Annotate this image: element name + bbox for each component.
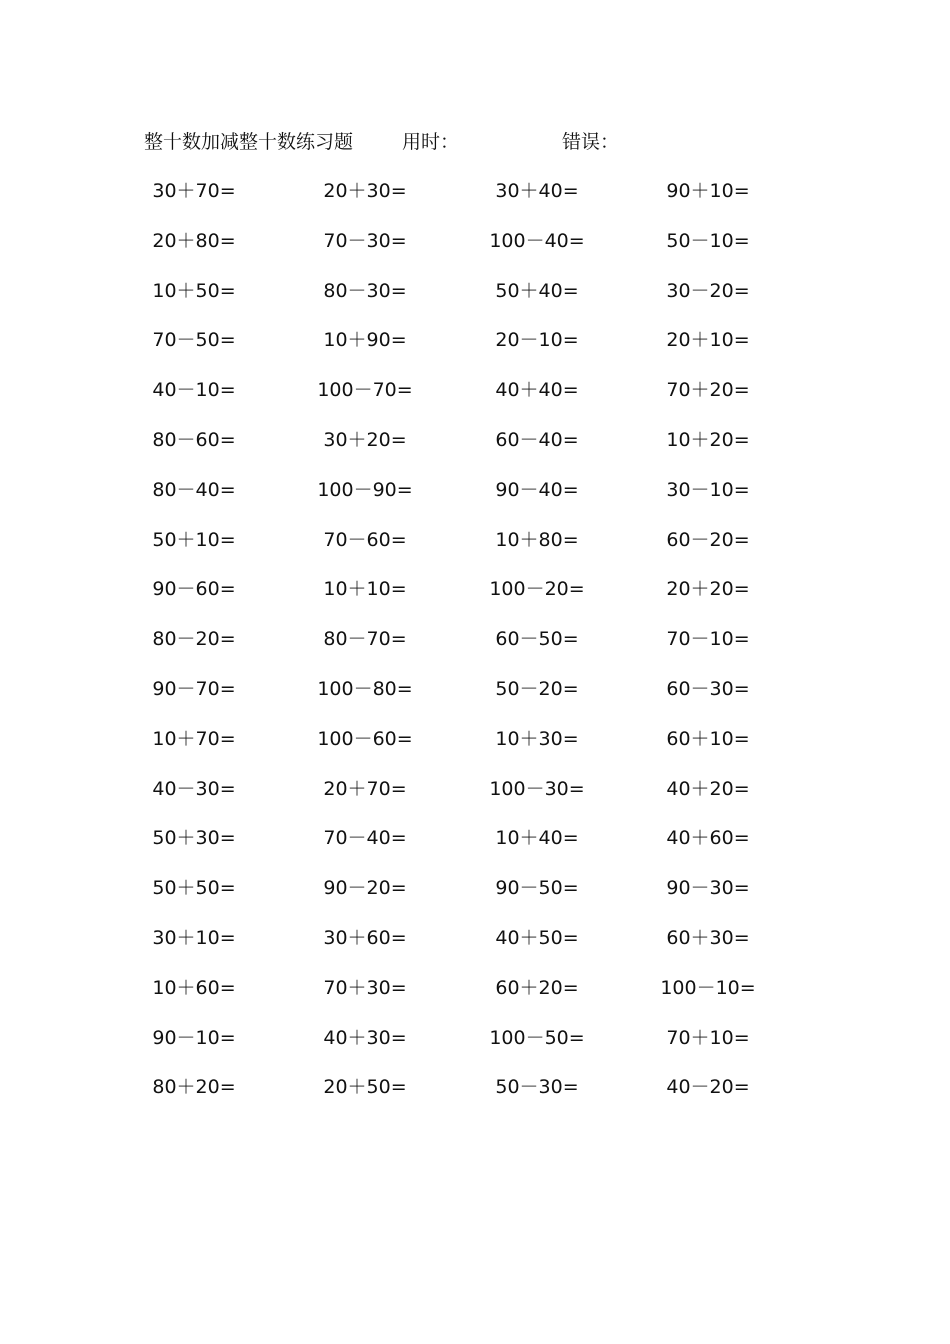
exercise-row	[0, 373, 950, 423]
exercise-row	[0, 1021, 950, 1071]
exercise-problem: 10＋80=	[495, 528, 579, 551]
exercise-problem: 70＋20=	[666, 379, 750, 402]
exercise-problem: 10＋70=	[152, 727, 236, 750]
exercise-problem: 30＋10=	[152, 926, 236, 949]
exercise-problem: 90－20=	[323, 877, 407, 900]
exercise-problem: 90－70=	[152, 677, 236, 700]
exercise-problem: 10＋60=	[152, 976, 236, 999]
exercise-problem: 40－10=	[152, 379, 236, 402]
exercise-problem: 80－40=	[152, 478, 236, 501]
exercise-problem: 20＋20=	[666, 578, 750, 601]
exercise-problem: 70－10=	[666, 628, 750, 651]
exercise-row	[0, 323, 950, 373]
exercise-problem: 100－80=	[317, 677, 413, 700]
exercise-problem: 20＋70=	[323, 777, 407, 800]
exercise-problem: 50－10=	[666, 229, 750, 252]
errors-label: 错误：	[562, 131, 620, 153]
exercise-problem: 40＋30=	[323, 1026, 407, 1049]
exercise-problem: 40＋50=	[495, 926, 579, 949]
exercise-problem: 80－20=	[152, 628, 236, 651]
exercise-problem: 50＋30=	[152, 827, 236, 850]
exercise-problem: 90－40=	[495, 478, 579, 501]
exercise-problem: 20＋30=	[323, 180, 407, 202]
exercise-problem: 70－50=	[152, 329, 236, 352]
exercise-problem: 60－30=	[666, 677, 750, 700]
time-used-label: 用时：	[402, 131, 460, 153]
exercise-problem: 90－10=	[152, 1026, 236, 1049]
exercise-problem: 90＋10=	[666, 180, 750, 202]
exercise-problem: 20－10=	[495, 329, 579, 352]
exercise-problem: 10＋50=	[152, 279, 236, 302]
exercise-problem: 100－40=	[489, 229, 585, 252]
exercise-problem: 100－50=	[489, 1026, 585, 1049]
exercise-problem: 20＋10=	[666, 329, 750, 352]
exercise-row	[0, 971, 950, 1021]
exercise-problem: 70＋10=	[666, 1026, 750, 1049]
exercise-row	[0, 772, 950, 822]
worksheet-title: 整十数加减整十数练习题	[144, 131, 354, 153]
exercise-problem: 70＋30=	[323, 976, 407, 999]
exercise-row	[0, 722, 950, 772]
exercise-problem: 60＋20=	[495, 976, 579, 999]
exercise-problem: 70－40=	[323, 827, 407, 850]
exercise-row	[0, 274, 950, 324]
exercise-problem: 10＋30=	[495, 727, 579, 750]
exercise-row	[0, 224, 950, 274]
exercise-problem: 80－60=	[152, 428, 236, 451]
exercise-problem: 30－10=	[666, 478, 750, 501]
exercise-problem: 30－20=	[666, 279, 750, 302]
exercise-problem: 10＋90=	[323, 329, 407, 352]
exercise-problem: 70－60=	[323, 528, 407, 551]
exercise-problem: 50－30=	[495, 1076, 579, 1099]
exercise-problem: 80－70=	[323, 628, 407, 651]
exercise-problem: 100－60=	[317, 727, 413, 750]
exercise-problem: 60＋30=	[666, 926, 750, 949]
exercise-row	[0, 423, 950, 473]
exercise-row	[0, 473, 950, 523]
exercise-problem: 20＋80=	[152, 229, 236, 252]
exercise-problem: 40－30=	[152, 777, 236, 800]
exercise-problem: 10＋10=	[323, 578, 407, 601]
exercise-grid	[0, 174, 950, 1120]
exercise-problem: 30＋60=	[323, 926, 407, 949]
exercise-problem: 10＋40=	[495, 827, 579, 850]
exercise-row	[0, 622, 950, 672]
exercise-problem: 40＋60=	[666, 827, 750, 850]
exercise-row	[0, 921, 950, 971]
exercise-problem: 70－30=	[323, 229, 407, 252]
exercise-problem: 100－10=	[660, 976, 756, 999]
exercise-row	[0, 1070, 950, 1120]
exercise-problem: 100－30=	[489, 777, 585, 800]
exercise-problem: 60－40=	[495, 428, 579, 451]
exercise-problem: 20＋50=	[323, 1076, 407, 1099]
exercise-problem: 50＋40=	[495, 279, 579, 302]
exercise-problem: 30＋40=	[495, 180, 579, 202]
exercise-problem: 60－50=	[495, 628, 579, 651]
exercise-problem: 50－20=	[495, 677, 579, 700]
exercise-problem: 50＋10=	[152, 528, 236, 551]
exercise-row	[0, 821, 950, 871]
exercise-problem: 80＋20=	[152, 1076, 236, 1099]
exercise-problem: 50＋50=	[152, 877, 236, 900]
exercise-problem: 40＋20=	[666, 777, 750, 800]
exercise-problem: 40－20=	[666, 1076, 750, 1099]
exercise-row	[0, 523, 950, 573]
exercise-problem: 100－20=	[489, 578, 585, 601]
exercise-row	[0, 871, 950, 921]
exercise-problem: 90－60=	[152, 578, 236, 601]
exercise-problem: 90－30=	[666, 877, 750, 900]
exercise-problem: 100－90=	[317, 478, 413, 501]
exercise-problem: 60－20=	[666, 528, 750, 551]
exercise-row	[0, 672, 950, 722]
exercise-problem: 10＋20=	[666, 428, 750, 451]
exercise-problem: 30＋70=	[152, 180, 236, 202]
exercise-problem: 100－70=	[317, 379, 413, 402]
exercise-problem: 40＋40=	[495, 379, 579, 402]
exercise-problem: 30＋20=	[323, 428, 407, 451]
exercise-problem: 90－50=	[495, 877, 579, 900]
exercise-row	[0, 572, 950, 622]
exercise-problem: 80－30=	[323, 279, 407, 302]
exercise-row	[0, 174, 950, 224]
exercise-problem: 60＋10=	[666, 727, 750, 750]
